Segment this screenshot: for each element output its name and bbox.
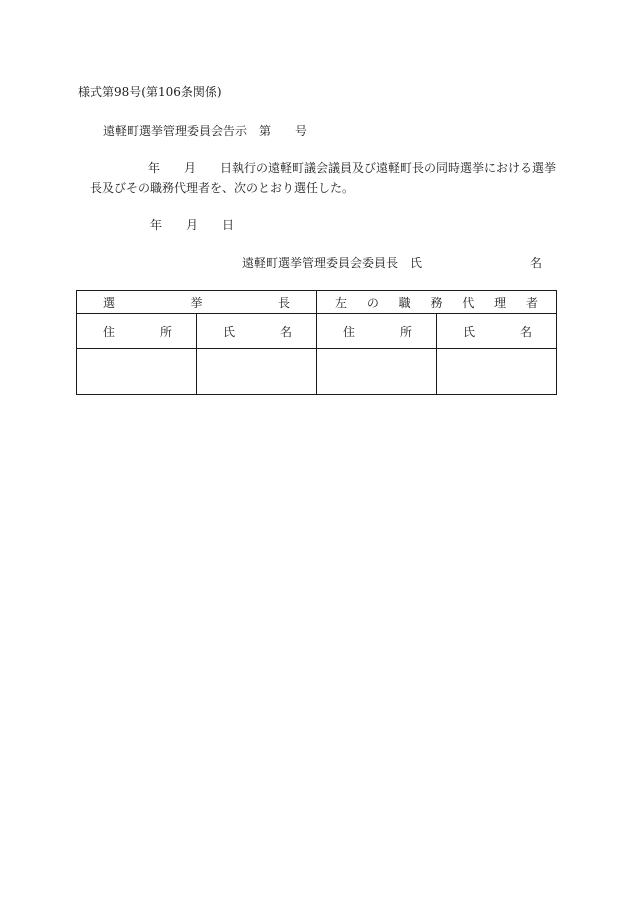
header-deputy-name bbox=[437, 314, 557, 349]
header-deputy-address bbox=[317, 314, 437, 349]
header-deputy-char: 代 bbox=[462, 295, 475, 310]
header-chief-address bbox=[77, 314, 197, 349]
table-sub-header-row bbox=[77, 314, 557, 349]
header-name-char: 名 bbox=[520, 324, 533, 339]
body-text-line-1 bbox=[148, 162, 556, 174]
notice-title bbox=[103, 125, 307, 137]
header-address-char: 所 bbox=[159, 324, 172, 339]
header-deputy-char: 左 bbox=[335, 295, 348, 310]
body-text-line-2-text: 長及びその職務代理者を、次のとおり選任した。 bbox=[90, 181, 355, 195]
header-name-char: 氏 bbox=[463, 324, 476, 339]
header-election-chief bbox=[77, 291, 317, 314]
header-name-char: 氏 bbox=[223, 324, 236, 339]
header-deputy-char: 理 bbox=[494, 295, 507, 310]
table-row bbox=[77, 349, 557, 395]
header-address-char: 住 bbox=[103, 324, 116, 339]
header-deputy-char: 者 bbox=[525, 295, 538, 310]
date-line-text: 年 月 日 bbox=[150, 218, 235, 232]
cell-deputy-address bbox=[317, 349, 437, 395]
cell-chief-address bbox=[77, 349, 197, 395]
signature-line bbox=[242, 257, 542, 269]
header-address-char: 住 bbox=[343, 324, 356, 339]
header-deputy-char: 職 bbox=[398, 295, 411, 310]
appointment-table bbox=[76, 290, 557, 395]
header-deputy bbox=[317, 291, 557, 314]
body-text-line-2 bbox=[90, 182, 354, 194]
header-election-chief-char: 選 bbox=[103, 295, 116, 310]
body-text-line-1-text: 年 月 日執行の遠軽町議会議員及び遠軽町長の同時選挙における選挙 bbox=[148, 161, 557, 175]
form-number: 様式第98号(第106条関係) bbox=[78, 85, 222, 99]
signature-line-text: 遠軽町選挙管理委員会委員長 氏 名 bbox=[242, 256, 543, 270]
header-deputy-char: の bbox=[366, 295, 379, 310]
header-address-char: 所 bbox=[400, 324, 413, 339]
cell-chief-name bbox=[197, 349, 317, 395]
header-name-char: 名 bbox=[280, 324, 293, 339]
header-election-chief-char: 挙 bbox=[190, 295, 203, 310]
header-deputy-char: 務 bbox=[430, 295, 443, 310]
cell-deputy-name bbox=[437, 349, 557, 395]
notice-title-text: 遠軽町選挙管理委員会告示 第 号 bbox=[103, 124, 308, 138]
header-chief-name bbox=[197, 314, 317, 349]
table-group-header-row bbox=[77, 291, 557, 314]
date-line bbox=[150, 219, 234, 231]
header-election-chief-char: 長 bbox=[278, 295, 291, 310]
